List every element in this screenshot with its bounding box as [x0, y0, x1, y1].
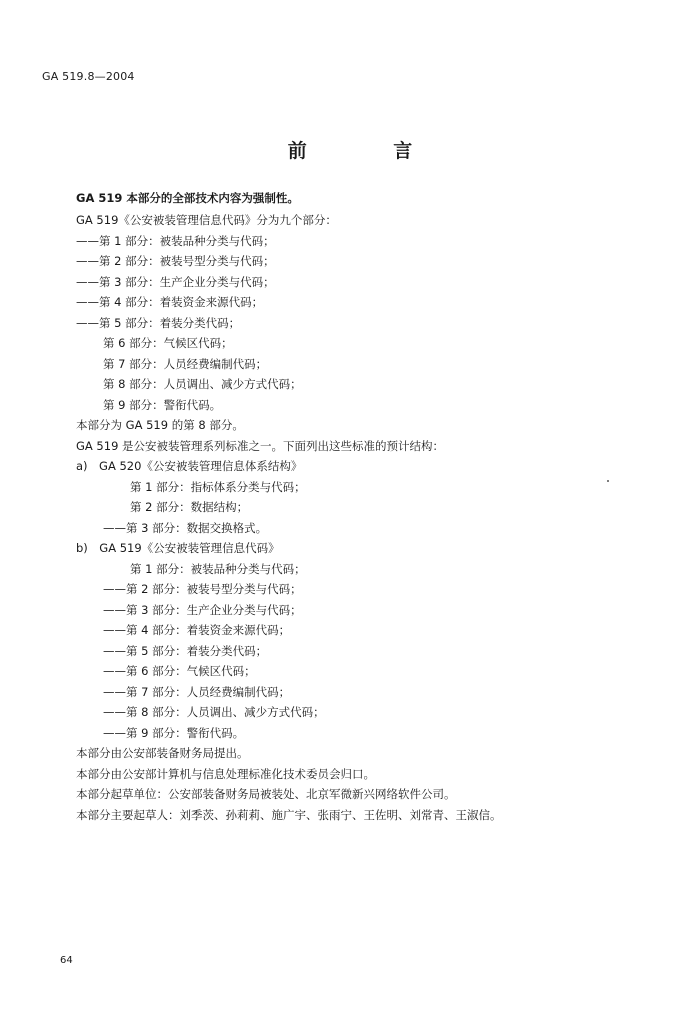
text-line: ——第 9 部分：警衔代码。 [103, 726, 245, 740]
scan-speck [607, 480, 609, 482]
text-line: 第 1 部分：被装品种分类与代码； [130, 562, 306, 576]
text-line: 第 1 部分：指标体系分类与代码； [130, 480, 306, 494]
text-line: ——第 7 部分：人员经费编制代码； [103, 685, 291, 699]
text-line: ——第 2 部分：被装号型分类与代码； [76, 254, 275, 268]
text-line: 第 6 部分：气候区代码； [103, 336, 233, 350]
text-line: ——第 8 部分：人员调出、减少方式代码； [103, 705, 325, 719]
text-line: ——第 3 部分：数据交换格式。 [103, 521, 268, 535]
text-line: ——第 4 部分：着装资金来源代码； [76, 295, 264, 309]
page-title: 前 言 [287, 140, 453, 162]
text-line: ——第 6 部分：气候区代码； [103, 664, 256, 678]
text-line: 本部分由公安部装备财务局提出。 [76, 746, 249, 760]
text-line: ——第 5 部分：着装分类代码； [76, 316, 241, 330]
standard-code: GA 519.8—2004 [42, 70, 135, 83]
text-line: ——第 3 部分：生产企业分类与代码； [103, 603, 302, 617]
text-line: 第 8 部分：人员调出、减少方式代码； [103, 377, 302, 391]
text-line: 第 2 部分：数据结构； [130, 500, 249, 514]
text-line: 本部分起草单位：公安部装备财务局被装处、北京军微新兴网络软件公司。 [76, 787, 456, 801]
text-line: ——第 3 部分：生产企业分类与代码； [76, 275, 275, 289]
page-number: 64 [60, 955, 73, 966]
text-line: ——第 5 部分：着装分类代码； [103, 644, 268, 658]
text-line: GA 519 是公安被装管理系列标准之一。下面列出这些标准的预计结构： [76, 439, 445, 453]
list-item-b: b) GA 519《公安被装管理信息代码》 [76, 541, 280, 555]
text-line: ——第 2 部分：被装号型分类与代码； [103, 582, 302, 596]
text-line: 本部分由公安部计算机与信息处理标准化技术委员会归口。 [76, 767, 375, 781]
text-line: 本部分为 GA 519 的第 8 部分。 [76, 418, 244, 432]
text-line: 第 9 部分：警衔代码。 [103, 398, 222, 412]
list-item-a: a) GA 520《公安被装管理信息体系结构》 [76, 459, 303, 473]
text-line: 本部分主要起草人：刘季茨、孙莉莉、施广宇、张雨宁、王佐明、刘常青、王淑信。 [76, 808, 502, 822]
text-line: ——第 1 部分：被装品种分类与代码； [76, 234, 275, 248]
text-line: GA 519 本部分的全部技术内容为强制性。 [76, 191, 299, 205]
text-line: GA 519《公安被装管理信息代码》分为九个部分： [76, 213, 337, 227]
text-line: ——第 4 部分：着装资金来源代码； [103, 623, 291, 637]
text-line: 第 7 部分：人员经费编制代码； [103, 357, 268, 371]
